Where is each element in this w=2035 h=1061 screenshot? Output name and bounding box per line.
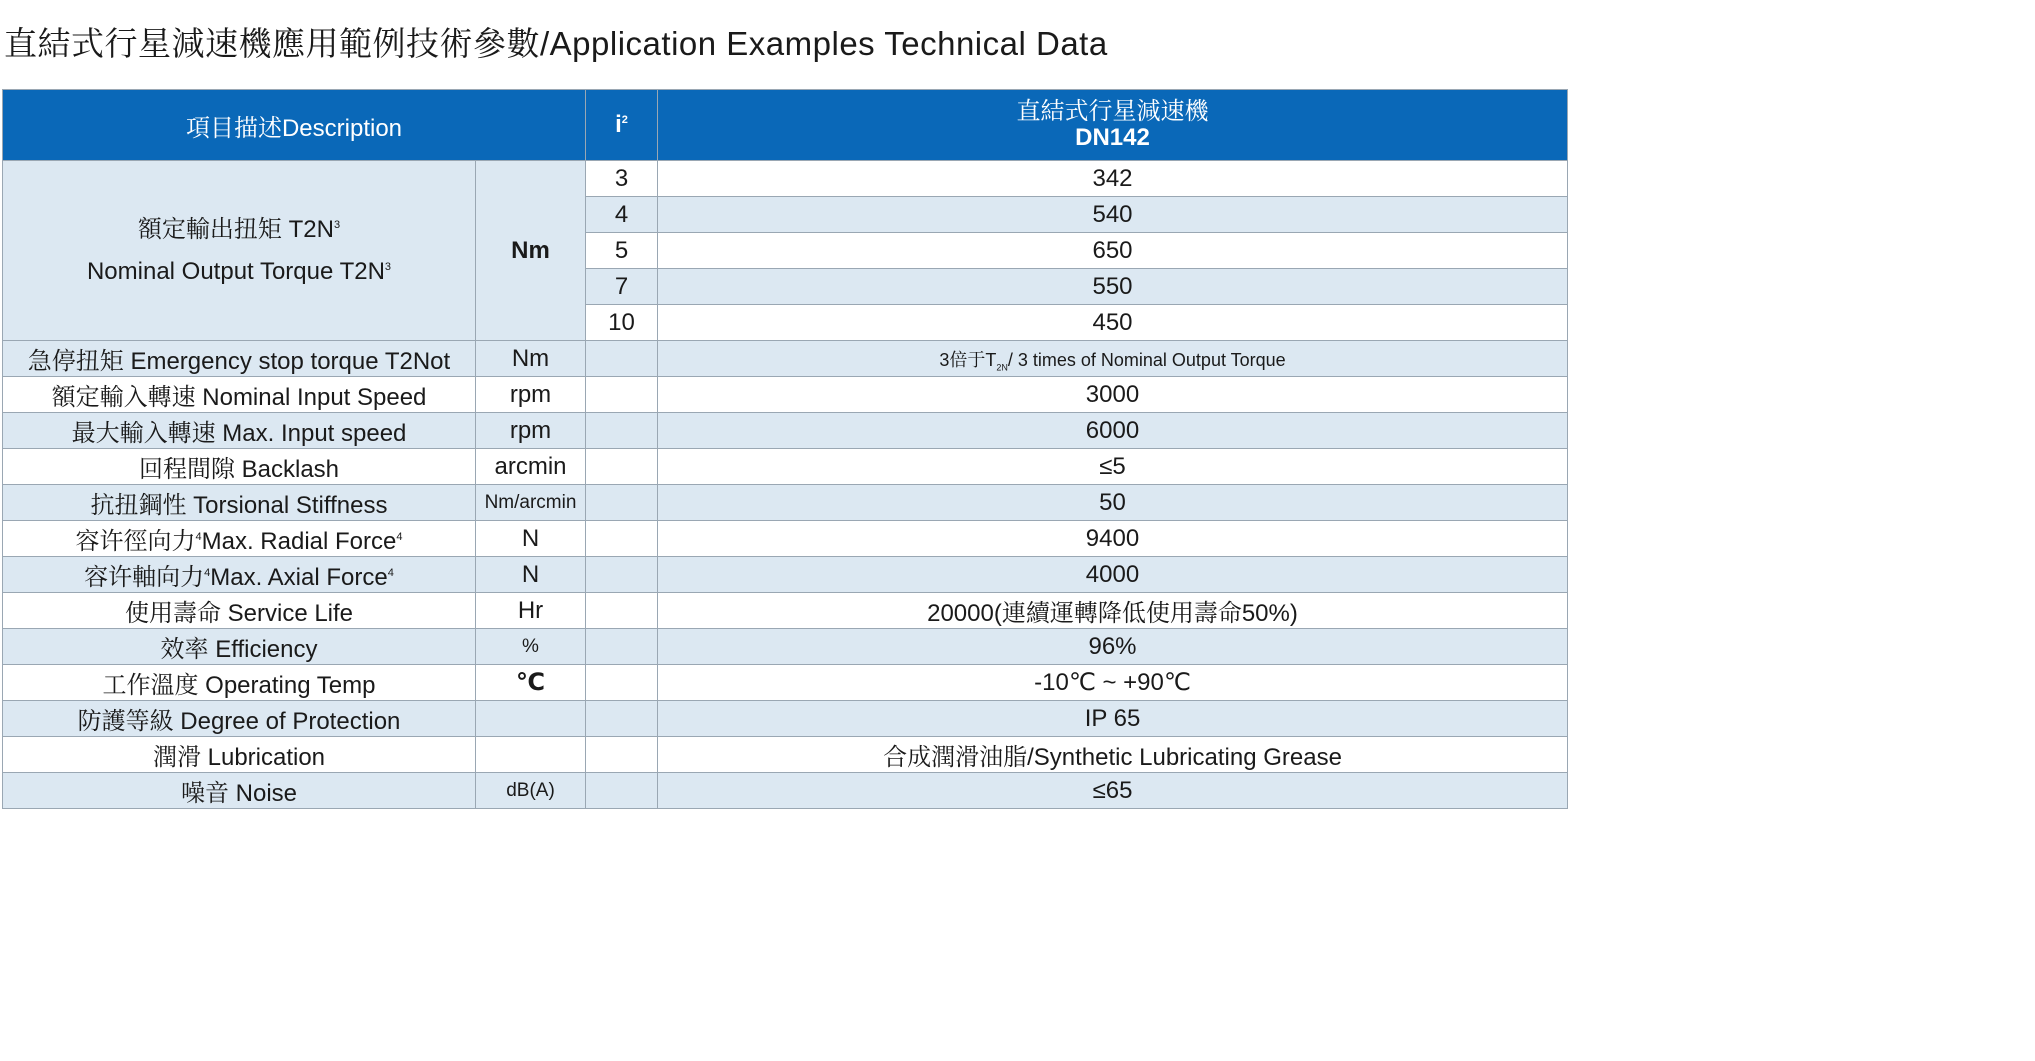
row-value: ≤65	[658, 773, 1568, 809]
row-unit: N	[476, 521, 586, 557]
table-row	[3, 161, 1568, 197]
emergency-value-post: / 3 times of Nominal Output Torque	[1007, 349, 1286, 370]
row-ratio-empty	[586, 737, 658, 773]
table-row	[3, 737, 1568, 773]
header-model-name: 直結式行星減速機	[1016, 98, 1209, 125]
row-value: 50	[658, 485, 1568, 521]
axial-sup-1: 4	[204, 567, 211, 579]
header-model	[658, 90, 1568, 161]
table-row	[3, 449, 1568, 485]
row-description: 效率 Efficiency	[3, 629, 476, 665]
axial-desc-cn: 容许軸向力	[84, 564, 205, 591]
table-row	[3, 557, 1568, 593]
table-row	[3, 485, 1568, 521]
header-model-code: DN142	[1075, 124, 1150, 151]
row-ratio-empty	[586, 701, 658, 737]
header-description	[3, 90, 586, 161]
row-value: 合成潤滑油脂/Synthetic Lubricating Grease	[658, 737, 1568, 773]
row-value: 20000(連續運轉降低使用壽命50%)	[658, 593, 1568, 629]
table-row	[3, 773, 1568, 809]
row-unit: Nm/arcmin	[476, 485, 586, 521]
row-unit: %	[476, 629, 586, 665]
torque-desc-en	[3, 251, 475, 293]
table-row	[3, 593, 1568, 629]
torque-desc-cn	[3, 209, 475, 251]
emergency-value-sub: 2N	[996, 362, 1008, 373]
torque-desc-en-sup: 3	[384, 260, 392, 273]
row-unit: Nm	[476, 341, 586, 377]
row-description	[3, 521, 476, 557]
row-value: 6000	[658, 413, 1568, 449]
row-value: 96%	[658, 629, 1568, 665]
row-description: 使用壽命 Service Life	[3, 593, 476, 629]
row-description: 額定輸入轉速 Nominal Input Speed	[3, 377, 476, 413]
row-value	[658, 341, 1568, 377]
radial-sup-1: 4	[195, 531, 202, 543]
row-unit	[476, 737, 586, 773]
row-description: 回程間隙 Backlash	[3, 449, 476, 485]
value-cell: 450	[658, 305, 1568, 341]
row-ratio-empty	[586, 665, 658, 701]
table-row	[3, 377, 1568, 413]
ratio-cell: 7	[586, 269, 658, 305]
torque-unit: Nm	[476, 161, 586, 341]
header-description-label: 項目描述Description	[185, 114, 403, 142]
row-ratio-empty	[586, 449, 658, 485]
row-unit: N	[476, 557, 586, 593]
axial-sup-2: 4	[387, 567, 394, 579]
row-description: 噪音 Noise	[3, 773, 476, 809]
row-ratio-empty	[586, 593, 658, 629]
row-ratio-empty	[586, 413, 658, 449]
row-ratio-empty	[586, 557, 658, 593]
ratio-cell: 10	[586, 305, 658, 341]
table-row	[3, 341, 1568, 377]
row-description: 工作溫度 Operating Temp	[3, 665, 476, 701]
row-description: 防護等級 Degree of Protection	[3, 701, 476, 737]
row-description: 抗扭鋼性 Torsional Stiffness	[3, 485, 476, 521]
row-value: IP 65	[658, 701, 1568, 737]
row-value: -10℃ ~ +90℃	[658, 665, 1568, 701]
row-value: 4000	[658, 557, 1568, 593]
torque-desc-en-text: Nominal Output Torque T2N	[86, 257, 385, 285]
header-ratio-sup: 2	[621, 114, 628, 126]
ratio-cell: 4	[586, 197, 658, 233]
header-ratio	[586, 90, 658, 161]
row-description: 最大輸入轉速 Max. Input speed	[3, 413, 476, 449]
row-unit: Hr	[476, 593, 586, 629]
radial-desc-cn: 容许徑向力	[75, 528, 196, 555]
table-row	[3, 701, 1568, 737]
page-title: 直結式行星減速機應用範例技術參數/Application Examples Technical Data	[4, 25, 1108, 62]
row-ratio-empty	[586, 377, 658, 413]
ratio-cell: 5	[586, 233, 658, 269]
table-row	[3, 665, 1568, 701]
row-unit: rpm	[476, 377, 586, 413]
radial-desc-en: Max. Radial Force	[201, 528, 397, 555]
row-description: 急停扭矩 Emergency stop torque T2Not	[3, 341, 476, 377]
row-ratio-empty	[586, 521, 658, 557]
row-description	[3, 557, 476, 593]
row-ratio-empty	[586, 485, 658, 521]
value-cell: 650	[658, 233, 1568, 269]
torque-desc-cn-sup: 3	[333, 218, 341, 231]
row-unit: ℃	[476, 665, 586, 701]
table-row	[3, 413, 1568, 449]
axial-desc-en: Max. Axial Force	[210, 564, 388, 591]
table-row	[3, 629, 1568, 665]
header-ratio-label: i	[615, 111, 622, 138]
radial-sup-2: 4	[396, 531, 403, 543]
table-header-row	[3, 90, 1568, 161]
row-ratio-empty	[586, 629, 658, 665]
emergency-value-pre: 3倍于T	[939, 349, 997, 370]
row-description: 潤滑 Lubrication	[3, 737, 476, 773]
row-unit: arcmin	[476, 449, 586, 485]
row-value: 9400	[658, 521, 1568, 557]
torque-desc-cn-text: 額定輸出扭矩 T2N	[137, 215, 334, 243]
row-unit	[476, 701, 586, 737]
row-value: 3000	[658, 377, 1568, 413]
torque-description	[3, 161, 476, 341]
row-unit: rpm	[476, 413, 586, 449]
technical-data-table	[2, 89, 1568, 809]
row-unit: dB(A)	[476, 773, 586, 809]
ratio-cell: 3	[586, 161, 658, 197]
value-cell: 342	[658, 161, 1568, 197]
row-ratio-empty	[586, 341, 658, 377]
value-cell: 540	[658, 197, 1568, 233]
value-cell: 550	[658, 269, 1568, 305]
row-ratio-empty	[586, 773, 658, 809]
row-value: ≤5	[658, 449, 1568, 485]
table-row	[3, 521, 1568, 557]
